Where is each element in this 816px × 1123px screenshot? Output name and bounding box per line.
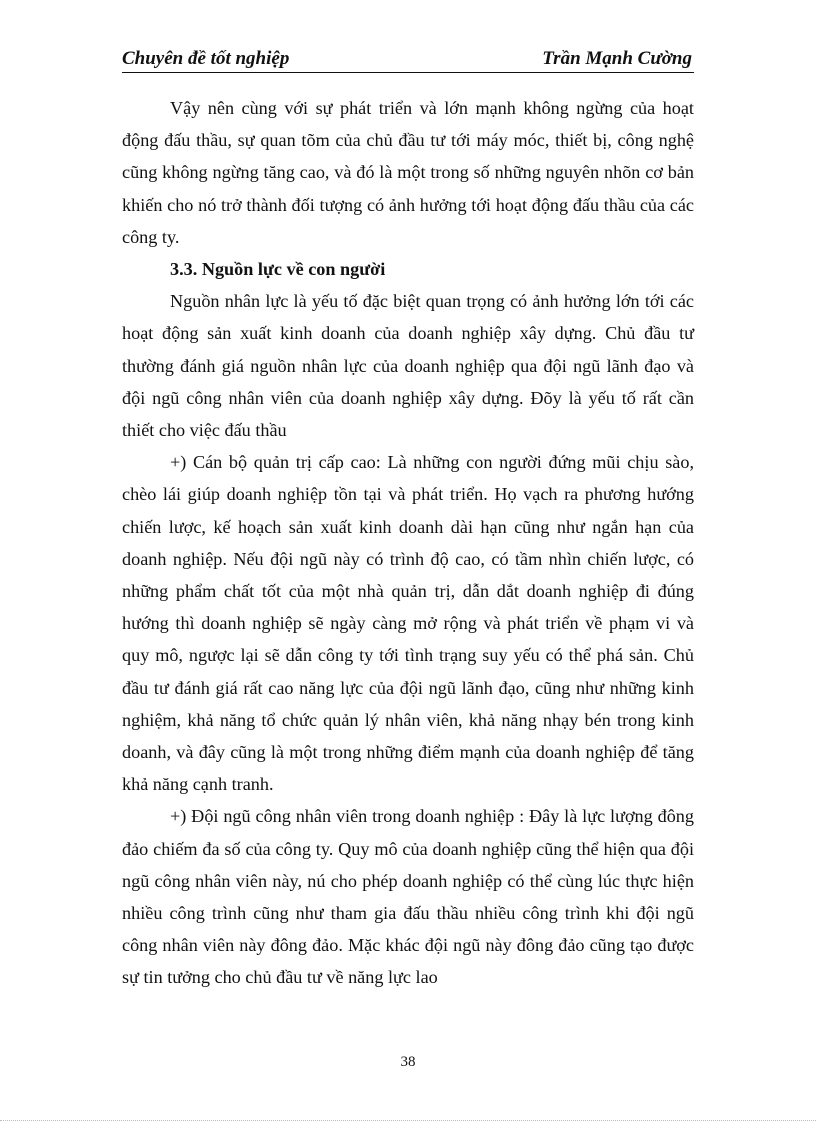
header-author-name: Trần Mạnh Cường <box>542 48 692 69</box>
paragraph-senior-management: +) Cán bộ quản trị cấp cao: Là những con người đứng mũi chịu sào, chèo lái giúp doanh nghiệp tồn tại và phát triển. Họ vạch ra phương hướng chiến lược, kế hoạch sản xuất kinh doanh dài hạn cũng như ngắn hạn của doanh nghiệp. Nếu đội ngũ này có trình độ cao, có tầm nhìn chiến lược, có những phẩm chất tốt của một nhà quản trị, dẫn dắt doanh nghiệp đi đúng hướng thì doanh nghiệp sẽ ngày càng mở rộng và phát triển về phạm vi và quy mô, ngược lại sẽ dẫn công ty tới tình trạng suy yếu có thể phá sản. Chủ đầu tư đánh giá rất cao năng lực của đội ngũ lãnh đạo, cũng như những kinh nghiệm, khả năng tổ chức quản lý nhân viên, khả năng nhạy bén trong kinh doanh, và đây cũng là một trong những điểm mạnh của doanh nghiệp để tăng khả năng cạnh tranh. <box>122 452 694 795</box>
header-underline <box>122 72 694 73</box>
page-bottom-edge <box>0 1120 816 1121</box>
paragraph-staff-workforce: +) Đội ngũ công nhân viên trong doanh nghiệp : Đây là lực lượng đông đảo chiếm đa số của công ty. Quy mô của doanh nghiệp cũng thể hiện qua đội ngũ công nhân viên này, nú cho phép doanh nghiệp có thể cùng lúc thực hiện nhiều công trình cũng như tham gia đấu thầu nhiều công trình khi đội ngũ công nhân viên này đông đảo. Mặc khác đội ngũ này đông đảo cũng tạo được sự tin tưởng cho chủ đầu tư về năng lực lao <box>122 806 694 988</box>
header-document-title: Chuyên đề tốt nghiệp <box>122 48 290 69</box>
section-heading-human-resources: 3.3. Nguồn lực về con người <box>170 259 386 280</box>
paragraph-technology-importance: Vậy nên cùng với sự phát triển và lớn mạnh không ngừng của hoạt động đấu thầu, sự quan tõm của chủ đầu tư tới máy móc, thiết bị, công nghệ cũng không ngừng tăng cao, và đó là một trong số những nguyên nhõn cơ bản khiến cho nó trở thành đối tượng có ảnh hưởng tới hoạt động đấu thầu của các công ty. <box>122 98 694 247</box>
page-number: 38 <box>400 1054 416 1070</box>
paragraph-human-resources-intro: Nguồn nhân lực là yếu tố đặc biệt quan trọng có ảnh hưởng lớn tới các hoạt động sản xuất kinh doanh của doanh nghiệp xây dựng. Chủ đầu tư thường đánh giá nguồn nhân lực của doanh nghiệp qua đội ngũ lãnh đạo và đội ngũ công nhân viên của doanh nghiệp xây dựng. Đõy là yếu tố rất cần thiết cho việc đấu thầu <box>122 291 694 441</box>
document-body <box>122 92 694 994</box>
page-header <box>122 46 694 74</box>
